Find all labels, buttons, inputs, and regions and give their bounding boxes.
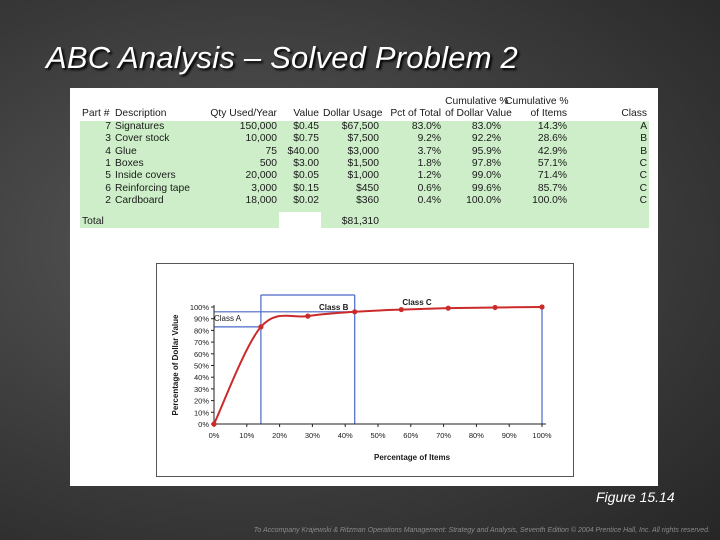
table-row — [80, 183, 649, 195]
footer-copyright: To Accompany Krajewski & Ritzman Operations Management: Strategy and Analysis, Seventh Edition © 2004 Prentice Hall, Inc. All rights reserved. — [253, 527, 710, 534]
cell-part: 2 — [80, 195, 113, 207]
x-tick-label: 0% — [208, 431, 220, 440]
content-panel — [70, 88, 658, 486]
cell-value: $0.05 — [279, 170, 321, 182]
cell-pct-total: 3.7% — [381, 146, 443, 158]
y-tick-label: 50% — [193, 361, 209, 371]
cell-cum-items: 42.9% — [503, 146, 569, 158]
x-tick-label: 10% — [239, 431, 255, 440]
y-tick-label: 0% — [198, 420, 209, 429]
cell-value: $0.75 — [279, 133, 321, 145]
y-tick-label: 80% — [193, 326, 209, 336]
table-header-row — [80, 108, 649, 120]
cell-pct-total: 9.2% — [381, 133, 443, 145]
data-point — [305, 314, 310, 319]
data-point — [211, 421, 216, 426]
annotation-class-b: Class B — [319, 303, 349, 312]
table-row — [80, 133, 649, 145]
x-tick-label: 90% — [501, 431, 517, 440]
data-point — [492, 305, 497, 310]
cell-qty: 3,000 — [203, 183, 279, 195]
cell-cum-items: 28.6% — [503, 133, 569, 145]
cell-class: C — [569, 195, 649, 207]
cell-description: Cardboard — [113, 195, 203, 207]
cell-value: $0.45 — [279, 121, 321, 133]
cell-description: Boxes — [113, 158, 203, 170]
cell-description: Reinforcing tape — [113, 183, 203, 195]
x-tick-label: 50% — [370, 431, 386, 440]
cell-dollar-usage: $67,500 — [321, 121, 381, 133]
cell-cum-items: 14.3% — [503, 121, 569, 133]
y-tick-label: 40% — [193, 373, 209, 383]
cell-pct-total: 83.0% — [381, 121, 443, 133]
cell-qty: 75 — [203, 146, 279, 158]
y-axis-title: Percentage of Dollar Value — [171, 314, 180, 416]
table-row — [80, 170, 649, 182]
cell-part: 6 — [80, 183, 113, 195]
table-header-row-top — [80, 96, 649, 108]
x-tick-label: 30% — [304, 431, 320, 440]
table-row — [80, 146, 649, 158]
header-value: Value — [293, 108, 319, 120]
annotation-class-c: Class C — [402, 298, 432, 307]
x-tick-labels — [209, 424, 552, 440]
cell-dollar-usage: $3,000 — [321, 146, 381, 158]
cell-value: $0.15 — [279, 183, 321, 195]
cell-description: Signatures — [113, 121, 203, 133]
abc-chart-svg — [157, 264, 575, 478]
cell-cum-dollar: 99.6% — [443, 183, 503, 195]
cell-class: C — [569, 158, 649, 170]
cell-cum-dollar: 95.9% — [443, 146, 503, 158]
y-tick-label: 60% — [193, 349, 209, 359]
data-point — [352, 309, 357, 314]
cell-cum-dollar: 100.0% — [443, 195, 503, 207]
y-tick-labels — [190, 303, 214, 429]
y-tick-label: 20% — [193, 396, 209, 406]
header-cum-items-line2: of Items — [530, 108, 568, 120]
cell-cum-items: 100.0% — [503, 195, 569, 207]
x-tick-label: 60% — [403, 431, 419, 440]
cell-class: A — [569, 121, 649, 133]
cell-pct-total: 0.4% — [381, 195, 443, 207]
cell-cum-dollar: 83.0% — [443, 121, 503, 133]
annotation-class-a: Class A — [214, 314, 242, 323]
cell-class: B — [569, 133, 649, 145]
data-point — [258, 324, 263, 329]
cell-dollar-usage: $1,500 — [321, 158, 381, 170]
x-tick-label: 100% — [532, 431, 552, 440]
cell-class: C — [569, 170, 649, 182]
cell-cum-dollar: 97.8% — [443, 158, 503, 170]
cell-description: Cover stock — [113, 133, 203, 145]
cumulative-dollar-value-line — [214, 307, 542, 424]
header-class: Class — [621, 108, 648, 120]
cell-qty: 20,000 — [203, 170, 279, 182]
cell-value: $3.00 — [279, 158, 321, 170]
cell-part: 1 — [80, 158, 113, 170]
cell-dollar-usage: $1,000 — [321, 170, 381, 182]
cell-cum-items: 57.1% — [503, 158, 569, 170]
cell-part: 4 — [80, 146, 113, 158]
y-tick-label: 10% — [193, 408, 209, 418]
cell-part: 7 — [80, 121, 113, 133]
y-tick-label: 90% — [193, 314, 209, 324]
cell-part: 3 — [80, 133, 113, 145]
header-cum-dollar-line2: of Dollar Value — [445, 108, 512, 120]
cell-cum-dollar: 99.0% — [443, 170, 503, 182]
cell-qty: 18,000 — [203, 195, 279, 207]
cell-class: C — [569, 183, 649, 195]
cell-qty: 500 — [203, 158, 279, 170]
header-description: Description — [115, 108, 167, 120]
cell-qty: 10,000 — [203, 133, 279, 145]
y-tick-label: 30% — [193, 384, 209, 394]
table-row — [80, 121, 649, 133]
cell-description: Glue — [113, 146, 203, 158]
cell-cum-items: 71.4% — [503, 170, 569, 182]
abc-chart — [156, 263, 574, 477]
x-tick-label: 20% — [272, 431, 288, 440]
cell-pct-total: 1.2% — [381, 170, 443, 182]
x-tick-label: 70% — [436, 431, 452, 440]
header-pct-total: Pct of Total — [390, 108, 442, 120]
total-value: $81,310 — [321, 212, 381, 228]
cell-description: Inside covers — [113, 170, 203, 182]
cell-cum-items: 85.7% — [503, 183, 569, 195]
total-label: Total — [80, 212, 279, 228]
class-boundaries — [214, 295, 542, 424]
table-row — [80, 158, 649, 170]
cell-qty: 150,000 — [203, 121, 279, 133]
header-part: Part # — [82, 108, 110, 120]
cell-part: 5 — [80, 170, 113, 182]
cell-dollar-usage: $450 — [321, 183, 381, 195]
cell-cum-dollar: 92.2% — [443, 133, 503, 145]
header-qty: Qty Used/Year — [210, 108, 277, 120]
header-cum-items-line1: Cumulative % — [505, 96, 569, 107]
data-point — [539, 304, 544, 309]
cell-pct-total: 1.8% — [381, 158, 443, 170]
x-tick-label: 80% — [468, 431, 484, 440]
data-point — [446, 306, 451, 311]
table-total-row — [80, 212, 649, 228]
abc-analysis-table — [80, 96, 649, 228]
cell-pct-total: 0.6% — [381, 183, 443, 195]
cell-value: $40.00 — [279, 146, 321, 158]
x-axis-title: Percentage of Items — [373, 453, 451, 462]
cell-dollar-usage: $7,500 — [321, 133, 381, 145]
figure-caption: Figure 15.14 — [596, 489, 675, 505]
cell-dollar-usage: $360 — [321, 195, 381, 207]
cell-class: B — [569, 146, 649, 158]
y-tick-label: 70% — [193, 338, 209, 348]
cell-value: $0.02 — [279, 195, 321, 207]
slide-title: ABC Analysis – Solved Problem 2 — [46, 40, 518, 75]
header-cum-dollar-line1: Cumulative % — [445, 96, 509, 107]
y-tick-label: 100% — [189, 303, 209, 312]
table-row — [80, 195, 649, 207]
header-dollar-usage: Dollar Usage — [323, 108, 383, 120]
x-tick-label: 40% — [337, 431, 353, 440]
data-point — [399, 307, 404, 312]
